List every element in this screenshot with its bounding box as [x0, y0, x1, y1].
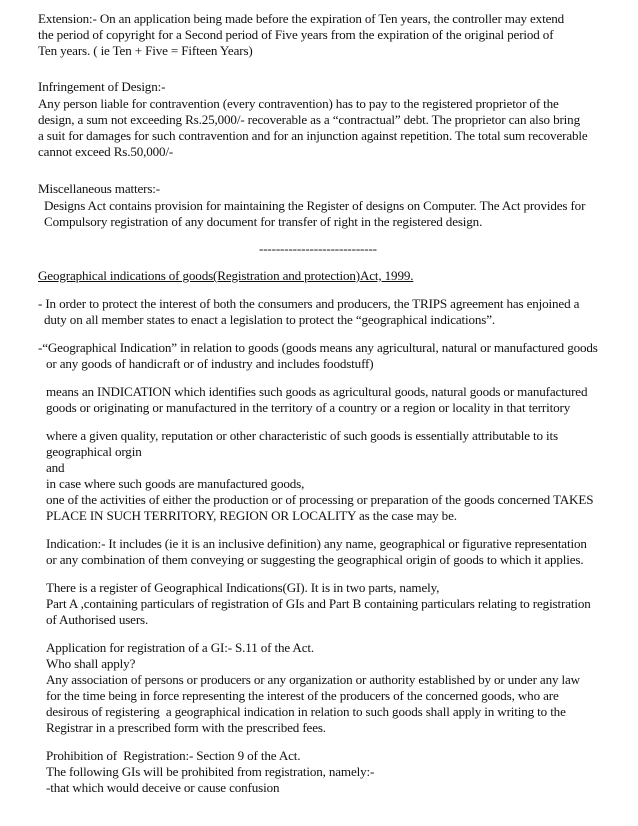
gi-p7-line-4: for the time being in force representing the interest of the producers of the concerned goods, who are — [46, 688, 559, 703]
gi-p3-line-1: means an INDICATION which identifies such goods as agricultural goods, natural goods or manufactured — [46, 384, 588, 399]
gi-p4-line-5: one of the activities of either the production or of processing or preparation of the goods concerned TAKES — [46, 492, 594, 507]
gi-act-title: Geographical indications of goods(Registration and protection)Act, 1999. — [38, 268, 414, 283]
gi-p8-line-3: -that which would deceive or cause confusion — [46, 780, 280, 795]
gi-p1-line-1: - In order to protect the interest of both the consumers and producers, the TRIPS agreement has enjoined a — [38, 296, 580, 311]
extension-line-1: Extension:- On an application being made before the expiration of Ten years, the controller may extend — [38, 11, 565, 26]
gi-p1-line-2: duty on all member states to enact a legislation to protect the “geographical indications”. — [44, 312, 496, 327]
misc-line-1: Designs Act contains provision for maintaining the Register of designs on Computer. The Act provides for — [44, 198, 586, 213]
extension-line-2: the period of copyright for a Second period of Five years from the expiration of the original period of — [38, 27, 554, 42]
gi-p4-line-4: in case where such goods are manufactured goods, — [46, 476, 305, 491]
gi-p4-line-6: PLACE IN SUCH TERRITORY, REGION OR LOCALITY as the case may be. — [46, 508, 457, 523]
gi-p6-line-3: of Authorised users. — [46, 612, 149, 627]
gi-p2-line-2: or any goods of handicraft or of industry and includes foodstuff) — [46, 356, 374, 371]
gi-p6-line-1: There is a register of Geographical Indications(GI). It is in two parts, namely, — [46, 580, 440, 595]
gi-p4-line-2: geographical orgin — [46, 444, 142, 459]
gi-p7-line-1: Application for registration of a GI:- S.11 of the Act. — [46, 640, 314, 655]
gi-p8-line-1: Prohibition of Registration:- Section 9 of the Act. — [46, 748, 301, 763]
separator-line: ---------------------------- — [259, 241, 377, 256]
infringement-line-3: a suit for damages for such contravention and for an injunction against repetition. The total sum recoverable — [38, 128, 588, 143]
infringement-line-1: Any person liable for contravention (every contravention) has to pay to the registered proprietor of the — [38, 96, 559, 111]
infringement-line-4: cannot exceed Rs.50,000/- — [38, 144, 174, 159]
gi-p8-line-2: The following GIs will be prohibited from registration, namely:- — [46, 764, 375, 779]
gi-p6-line-2: Part A ,containing particulars of registration of GIs and Part B containing particulars relating to registration — [46, 596, 591, 611]
gi-p3-line-2: goods or originating or manufactured in the territory of a country or a region or locality in that territory — [46, 400, 571, 415]
infringement-line-2: design, a sum not exceeding Rs.25,000/- recoverable as a “contractual” debt. The proprietor can also bring — [38, 112, 580, 127]
misc-heading: Miscellaneous matters:- — [38, 181, 160, 196]
gi-p2-line-1: -“Geographical Indication” in relation to goods (goods means any agricultural, natural or manufactured goods — [38, 340, 598, 355]
gi-p7-line-2: Who shall apply? — [46, 656, 136, 671]
gi-p5-line-1: Indication:- It includes (ie it is an inclusive definition) any name, geographical or figurative representation — [46, 536, 587, 551]
misc-line-2: Compulsory registration of any document for transfer of right in the registered design. — [44, 214, 483, 229]
gi-p7-line-3: Any association of persons or producers or any organization or authority established by or under any law — [46, 672, 580, 687]
extension-line-3: Ten years. ( ie Ten + Five = Fifteen Years) — [38, 43, 253, 58]
gi-p7-line-6: Registrar in a prescribed form with the prescribed fees. — [46, 720, 326, 735]
gi-p5-line-2: or any combination of them conveying or suggesting the geographical origin of goods to which it applies. — [46, 552, 584, 567]
gi-p4-line-1: where a given quality, reputation or other characteristic of such goods is essentially attributable to its — [46, 428, 558, 443]
gi-p7-line-5: desirous of registering a geographical indication in relation to such goods shall apply in writing to the — [46, 704, 566, 719]
gi-p4-line-3: and — [46, 460, 65, 475]
infringement-heading: Infringement of Design:- — [38, 79, 166, 94]
